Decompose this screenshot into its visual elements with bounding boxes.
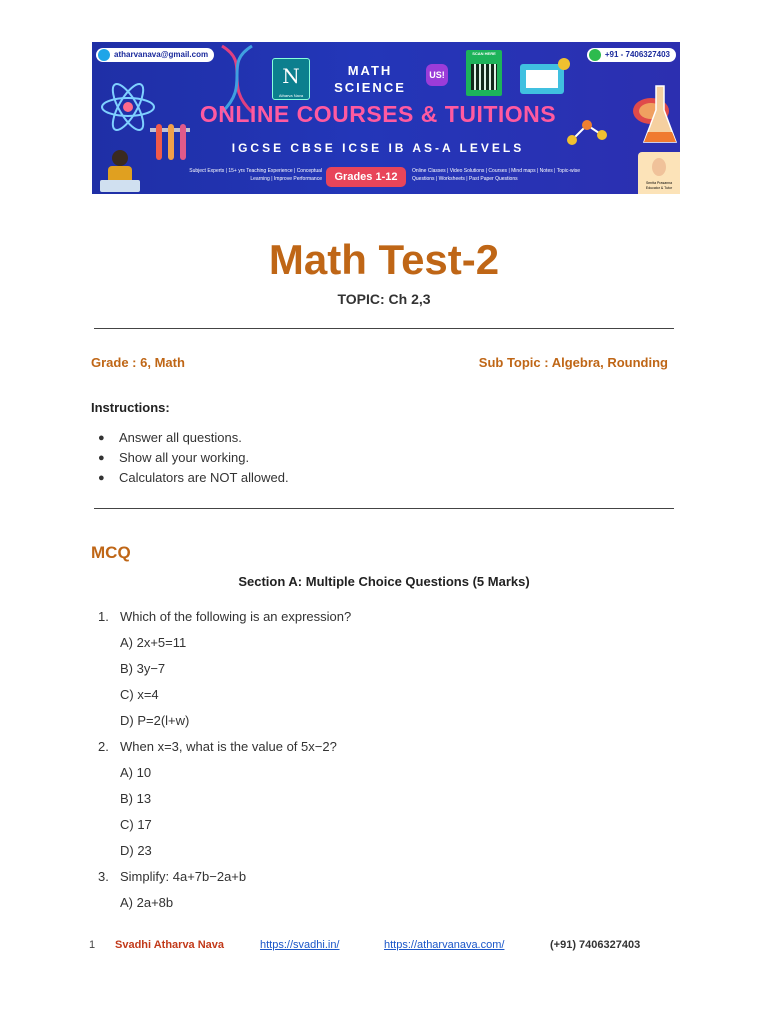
- logo-letter: N: [282, 64, 300, 88]
- question-number: 2.: [98, 739, 109, 754]
- page-number: 1: [89, 939, 96, 951]
- footer-phone: (+91) 7406327403: [550, 939, 641, 951]
- option: C) x=4: [120, 687, 159, 702]
- option: B) 3y−7: [120, 661, 166, 676]
- question-text: Simplify: 4a+7b−2a+b: [120, 869, 247, 884]
- question-2: [98, 738, 337, 756]
- grade-label: Grade : 6, Math: [91, 355, 185, 370]
- banner-features-right: Online Classes | Video Solutions | Courses | Mind maps | Notes | Topic-wise Questions | Worksheets | Past Paper Questions: [412, 168, 581, 182]
- banner-headline: ONLINE COURSES & TUITIONS: [199, 101, 557, 127]
- banner-subject-math: MATH: [347, 63, 393, 78]
- page-title: Math Test-2: [268, 236, 500, 283]
- mcq-heading: MCQ: [91, 543, 131, 562]
- banner-email: [96, 48, 214, 62]
- banner-grades-badge: Grades 1-12: [326, 167, 406, 187]
- divider-bottom: [94, 508, 674, 509]
- header-banner: [92, 42, 680, 194]
- bullet-icon: ●: [98, 432, 105, 444]
- bullet-icon: ●: [98, 452, 105, 464]
- qr-code-icon: [471, 64, 497, 90]
- instructions-heading: Instructions:: [91, 400, 170, 415]
- phone-icon: [589, 49, 601, 61]
- banner-subject-science: SCIENCE: [334, 80, 406, 95]
- footer-brand: Svadhi Atharva Nava: [115, 939, 225, 951]
- option: D) P=2(l+w): [120, 713, 190, 728]
- chat-bubble-icon: US!: [426, 64, 448, 86]
- option: A) 10: [120, 765, 152, 780]
- divider-top: [94, 328, 674, 329]
- banner-phone: [587, 48, 676, 62]
- email-icon: [98, 49, 110, 61]
- question-1: [98, 608, 351, 626]
- option: A) 2x+5=11: [120, 635, 187, 650]
- instruction-text: Calculators are NOT allowed.: [119, 470, 289, 485]
- student-laptop-icon: [94, 146, 146, 194]
- option: D) 23: [120, 843, 152, 858]
- option: C) 17: [120, 817, 152, 832]
- bullet-icon: ●: [98, 472, 105, 484]
- banner-levels: IGCSE CBSE ICSE IB AS-A LEVELS: [231, 141, 525, 155]
- atharva-nava-logo: [272, 58, 310, 100]
- question-number: 3.: [98, 869, 109, 884]
- instruction-text: Answer all questions.: [119, 430, 242, 445]
- qr-scan-label: SCAN HERE: [472, 51, 496, 56]
- tutor-role: Educator & Tutor: [645, 186, 673, 190]
- banner-subjects: [330, 62, 410, 96]
- test-tubes-icon: [148, 120, 192, 164]
- flask-icon: [640, 82, 680, 152]
- page-footer: [0, 937, 768, 955]
- instructions-list: [96, 428, 289, 488]
- question-number: 1.: [98, 609, 109, 624]
- option: A) 2a+8b: [120, 895, 174, 910]
- tutor-caption: [638, 181, 680, 191]
- instruction-item: [96, 448, 289, 468]
- tutor-avatar: [652, 158, 666, 176]
- option: B) 13: [120, 791, 152, 806]
- topic-line: TOPIC: Ch 2,3: [337, 291, 431, 307]
- banner-phone-text: +91 - 7406327403: [604, 50, 670, 59]
- section-heading: Section A: Multiple Choice Questions (5 Marks): [238, 574, 530, 589]
- question-3: [98, 868, 246, 886]
- footer-link-atharvanava[interactable]: https://atharvanava.com/: [384, 939, 505, 951]
- footer-link-svadhi[interactable]: https://svadhi.in/: [260, 939, 340, 951]
- tutor-name: Smrita Prasanna: [645, 181, 673, 185]
- qr-code: [466, 50, 502, 96]
- subtopic-label: Sub Topic : Algebra, Rounding: [478, 355, 668, 370]
- banner-features-left: Subject Experts | 15+ yrs Teaching Experience | Conceptual Learning | Improve Performance: [189, 168, 322, 182]
- tutor-photo: [638, 152, 680, 194]
- question-text: When x=3, what is the value of 5x−2?: [120, 739, 337, 754]
- tech-illustration-icon: [512, 56, 572, 104]
- molecule-icon: [562, 110, 612, 150]
- instruction-item: [96, 428, 289, 448]
- instruction-text: Show all your working.: [119, 450, 250, 465]
- instruction-item: [96, 468, 289, 488]
- logo-caption: Atharva Nava: [278, 93, 304, 98]
- question-text: Which of the following is an expression?: [120, 609, 352, 624]
- banner-email-text: atharvanava@gmail.com: [114, 50, 209, 59]
